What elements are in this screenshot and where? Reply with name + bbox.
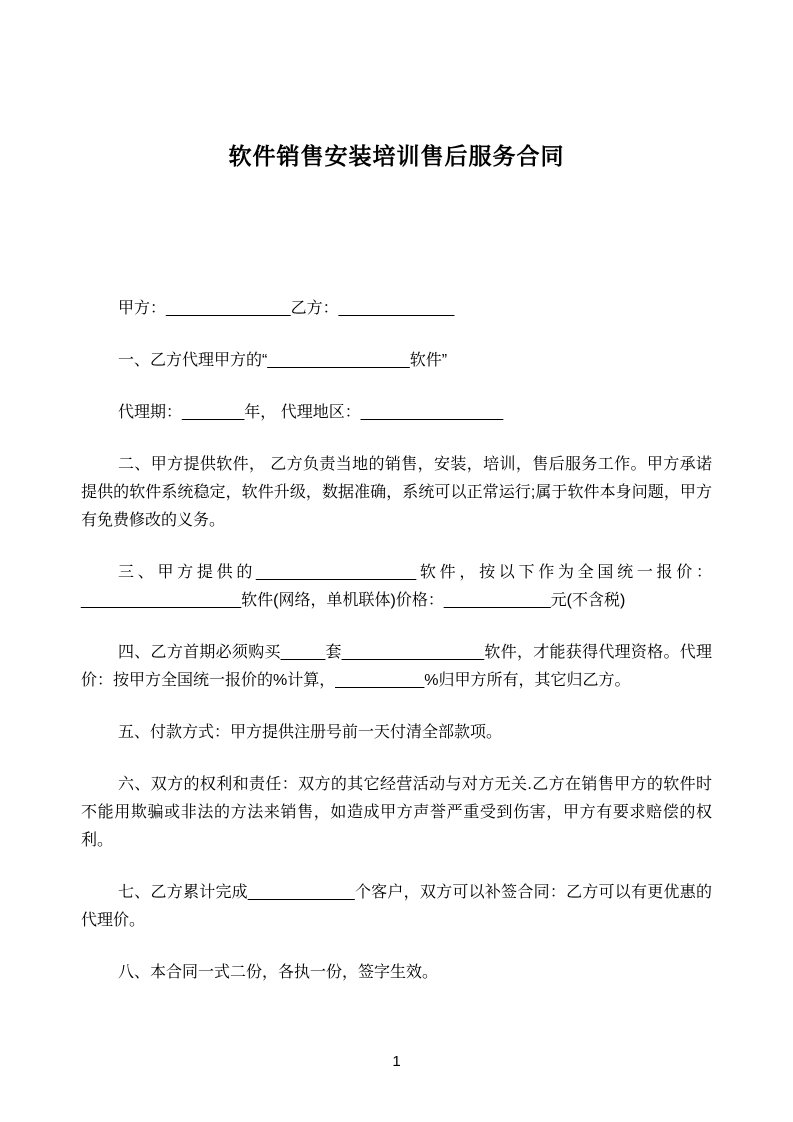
clause-2-responsibilities: 二、甲方提供软件， 乙方负责当地的销售，安装，培训，售后服务工作。甲方承诺提供的软件系统稳定，软件升级，数据准确，系统可以正常运行;属于软件本身问题，甲方有免费修改的义务。 (81, 456, 712, 529)
page-footer (0, 1054, 793, 1070)
document-body (81, 295, 712, 987)
page-number: 1 (392, 1053, 401, 1070)
clause-4-initial-purchase: 四、乙方首期必须购买_____套________________软件，才能获得代理资格。代理价：按甲方全国统一报价的%计算，__________%归甲方所有，其它归乙方。 (81, 644, 712, 689)
clause-5-payment: 五、付款方式：甲方提供注册号前一天付清全部款项。 (118, 724, 503, 741)
agency-term-region-line: 代理期：_______年， 代理地区：________________ (118, 404, 504, 421)
clause-1-agency: 一、乙方代理甲方的“________________软件” (118, 352, 448, 369)
clause-6-rights-duties: 六、双方的权利和责任：双方的其它经营活动与对方无关.乙方在销售甲方的软件时不能用欺骗或非法的方法来销售，如造成甲方声誉严重受到伤害，甲方有要求赔偿的权利。 (81, 776, 712, 849)
document-title: 软件销售安装培训售后服务合同 (228, 143, 565, 169)
clause-8-copies: 八、本合同一式二份，各执一份，签字生效。 (118, 964, 439, 981)
clause-7-renewal: 七、乙方累计完成____________个客户，双方可以补签合同：乙方可以有更优惠的代理价。 (81, 884, 712, 929)
clause-3-pricing: 三、甲方提供的__________________软件，按以下作为全国统一报价：__________________软件(网络，单机联体)价格：____________元(不含税) (81, 564, 712, 609)
party-names-line: 甲方：______________乙方：_____________ (118, 300, 455, 317)
